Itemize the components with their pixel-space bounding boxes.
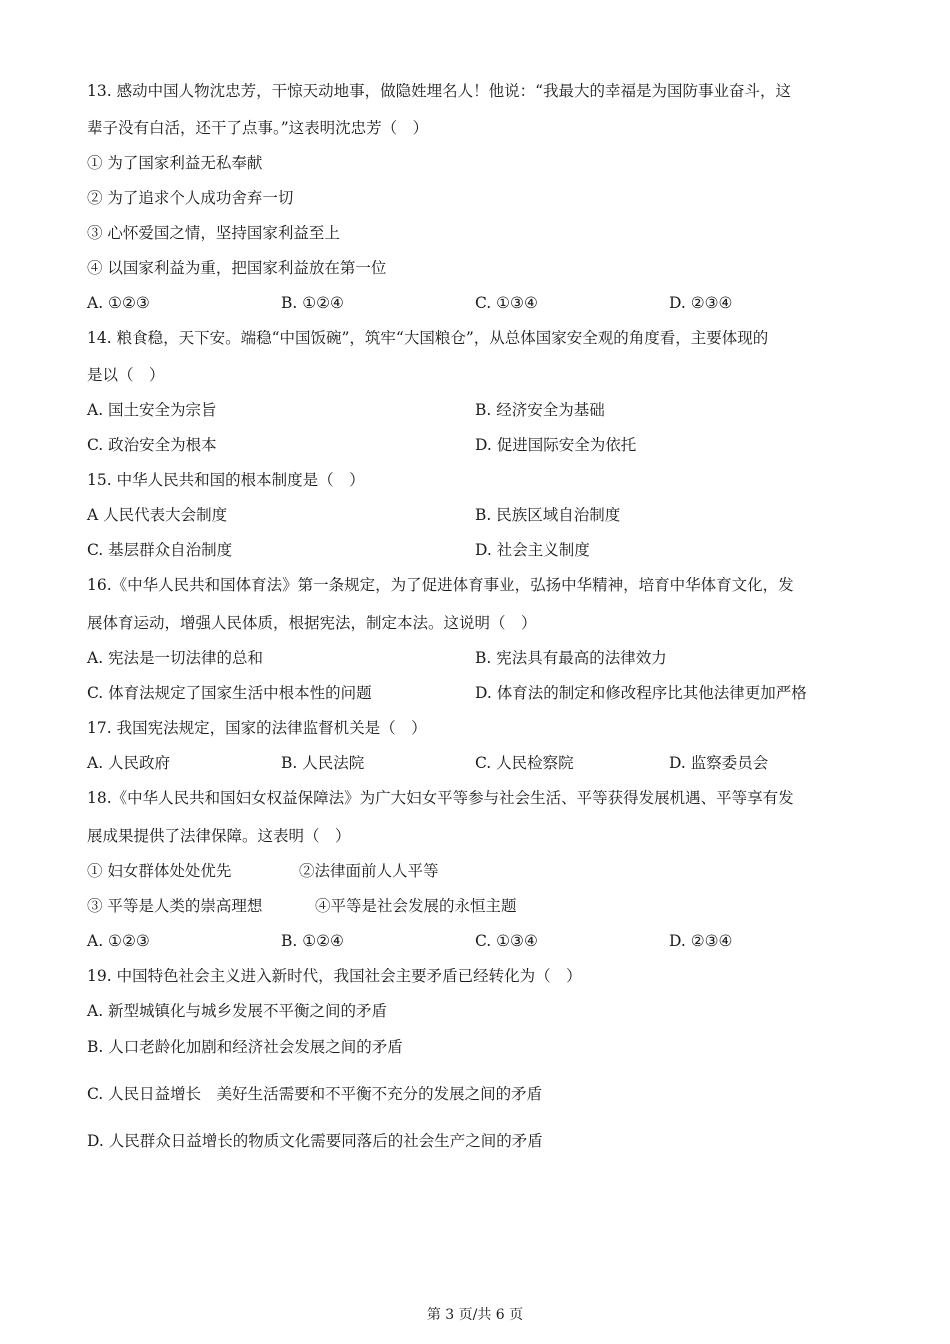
question-14-option-c: C. 政治安全为根本 xyxy=(87,436,217,454)
question-18-option-a: A. ①②③ xyxy=(87,932,150,950)
question-18-item-2: ②法律面前人人平等 xyxy=(299,862,439,880)
question-18-option-b: B. ①②④ xyxy=(281,932,344,950)
question-13-item-4: ④ 以国家利益为重，把国家利益放在第一位 xyxy=(87,259,387,277)
question-19-option-b: B. 人口老龄化加剧和经济社会发展之间的矛盾 xyxy=(87,1038,403,1056)
question-15-option-b: B. 民族区域自治制度 xyxy=(475,506,621,524)
question-13-option-c: C. ①③④ xyxy=(475,294,538,312)
question-16-stem-line2: 展体育运动，增强人民体质，根据宪法，制定本法。这说明（ ） xyxy=(87,614,537,632)
question-15-stem: 15. 中华人民共和国的根本制度是（ ） xyxy=(87,471,365,489)
question-16-option-a: A. 宪法是一切法律的总和 xyxy=(87,649,264,667)
question-19-option-a: A. 新型城镇化与城乡发展不平衡之间的矛盾 xyxy=(87,1002,388,1020)
question-18-option-d: D. ②③④ xyxy=(669,932,733,950)
question-14-option-b: B. 经济安全为基础 xyxy=(475,401,605,419)
question-19-option-c: C. 人民日益增长 美好生活需要和不平衡不充分的发展之间的矛盾 xyxy=(87,1085,543,1103)
question-17-option-a: A. 人民政府 xyxy=(87,754,171,772)
question-15-option-d: D. 社会主义制度 xyxy=(475,541,590,559)
question-18-option-c: C. ①③④ xyxy=(475,932,538,950)
question-17-option-b: B. 人民法院 xyxy=(281,754,365,772)
question-13-option-a: A. ①②③ xyxy=(87,294,150,312)
question-16-option-c: C. 体育法规定了国家生活中根本性的问题 xyxy=(87,684,372,702)
question-19-option-d: D. 人民群众日益增长的物质文化需要同落后的社会生产之间的矛盾 xyxy=(87,1132,543,1150)
question-18-item-1: ① 妇女群体处处优先 xyxy=(87,862,232,880)
question-18-item-3: ③ 平等是人类的崇高理想 xyxy=(87,897,263,915)
question-13-stem-line1: 13. 感动中国人物沈忠芳，干惊天动地事，做隐姓埋名人！他说：“我最大的幸福是为国防事业奋斗，这 xyxy=(87,82,792,100)
question-14-stem-line1: 14. 粮食稳，天下安。端稳“中国饭碗”，筑牢“大国粮仓”，从总体国家安全观的角度看，主要体现的 xyxy=(87,329,769,347)
question-14-option-d: D. 促进国际安全为依托 xyxy=(475,436,637,454)
question-19-stem: 19. 中国特色社会主义进入新时代，我国社会主要矛盾已经转化为（ ） xyxy=(87,967,582,985)
question-18-stem-line2: 展成果提供了法律保障。这表明（ ） xyxy=(87,827,351,845)
question-16-option-b: B. 宪法具有最高的法律效力 xyxy=(475,649,667,667)
question-13-option-b: B. ①②④ xyxy=(281,294,344,312)
question-13-item-2: ② 为了追求个人成功舍弃一切 xyxy=(87,189,294,207)
question-14-option-a: A. 国土安全为宗旨 xyxy=(87,401,217,419)
question-18-item-4: ④平等是社会发展的永恒主题 xyxy=(315,897,517,915)
question-16-stem-line1: 16.《中华人民共和国体育法》第一条规定，为了促进体育事业，弘扬中华精神，培育中华体育文化，发 xyxy=(87,576,794,594)
question-15-option-c: C. 基层群众自治制度 xyxy=(87,541,233,559)
page-footer: 第 3 页/共 6 页 xyxy=(426,1307,524,1323)
question-17-option-c: C. 人民检察院 xyxy=(475,754,574,772)
question-14-stem-line2: 是以（ ） xyxy=(87,366,165,384)
question-13-stem-line2: 辈子没有白活，还干了点事。”这表明沈忠芳（ ） xyxy=(87,119,429,137)
question-13-option-d: D. ②③④ xyxy=(669,294,733,312)
question-15-option-a: A 人民代表大会制度 xyxy=(87,506,228,524)
question-16-option-d: D. 体育法的制定和修改程序比其他法律更加严格 xyxy=(475,684,807,702)
question-13-item-1: ① 为了国家利益无私奉献 xyxy=(87,154,263,172)
question-18-stem-line1: 18.《中华人民共和国妇女权益保障法》为广大妇女平等参与社会生活、平等获得发展机遇、平等享有发 xyxy=(87,789,794,807)
question-13-item-3: ③ 心怀爱国之情，坚持国家利益至上 xyxy=(87,224,340,242)
question-17-option-d: D. 监察委员会 xyxy=(669,754,769,772)
question-17-stem: 17. 我国宪法规定，国家的法律监督机关是（ ） xyxy=(87,719,427,737)
